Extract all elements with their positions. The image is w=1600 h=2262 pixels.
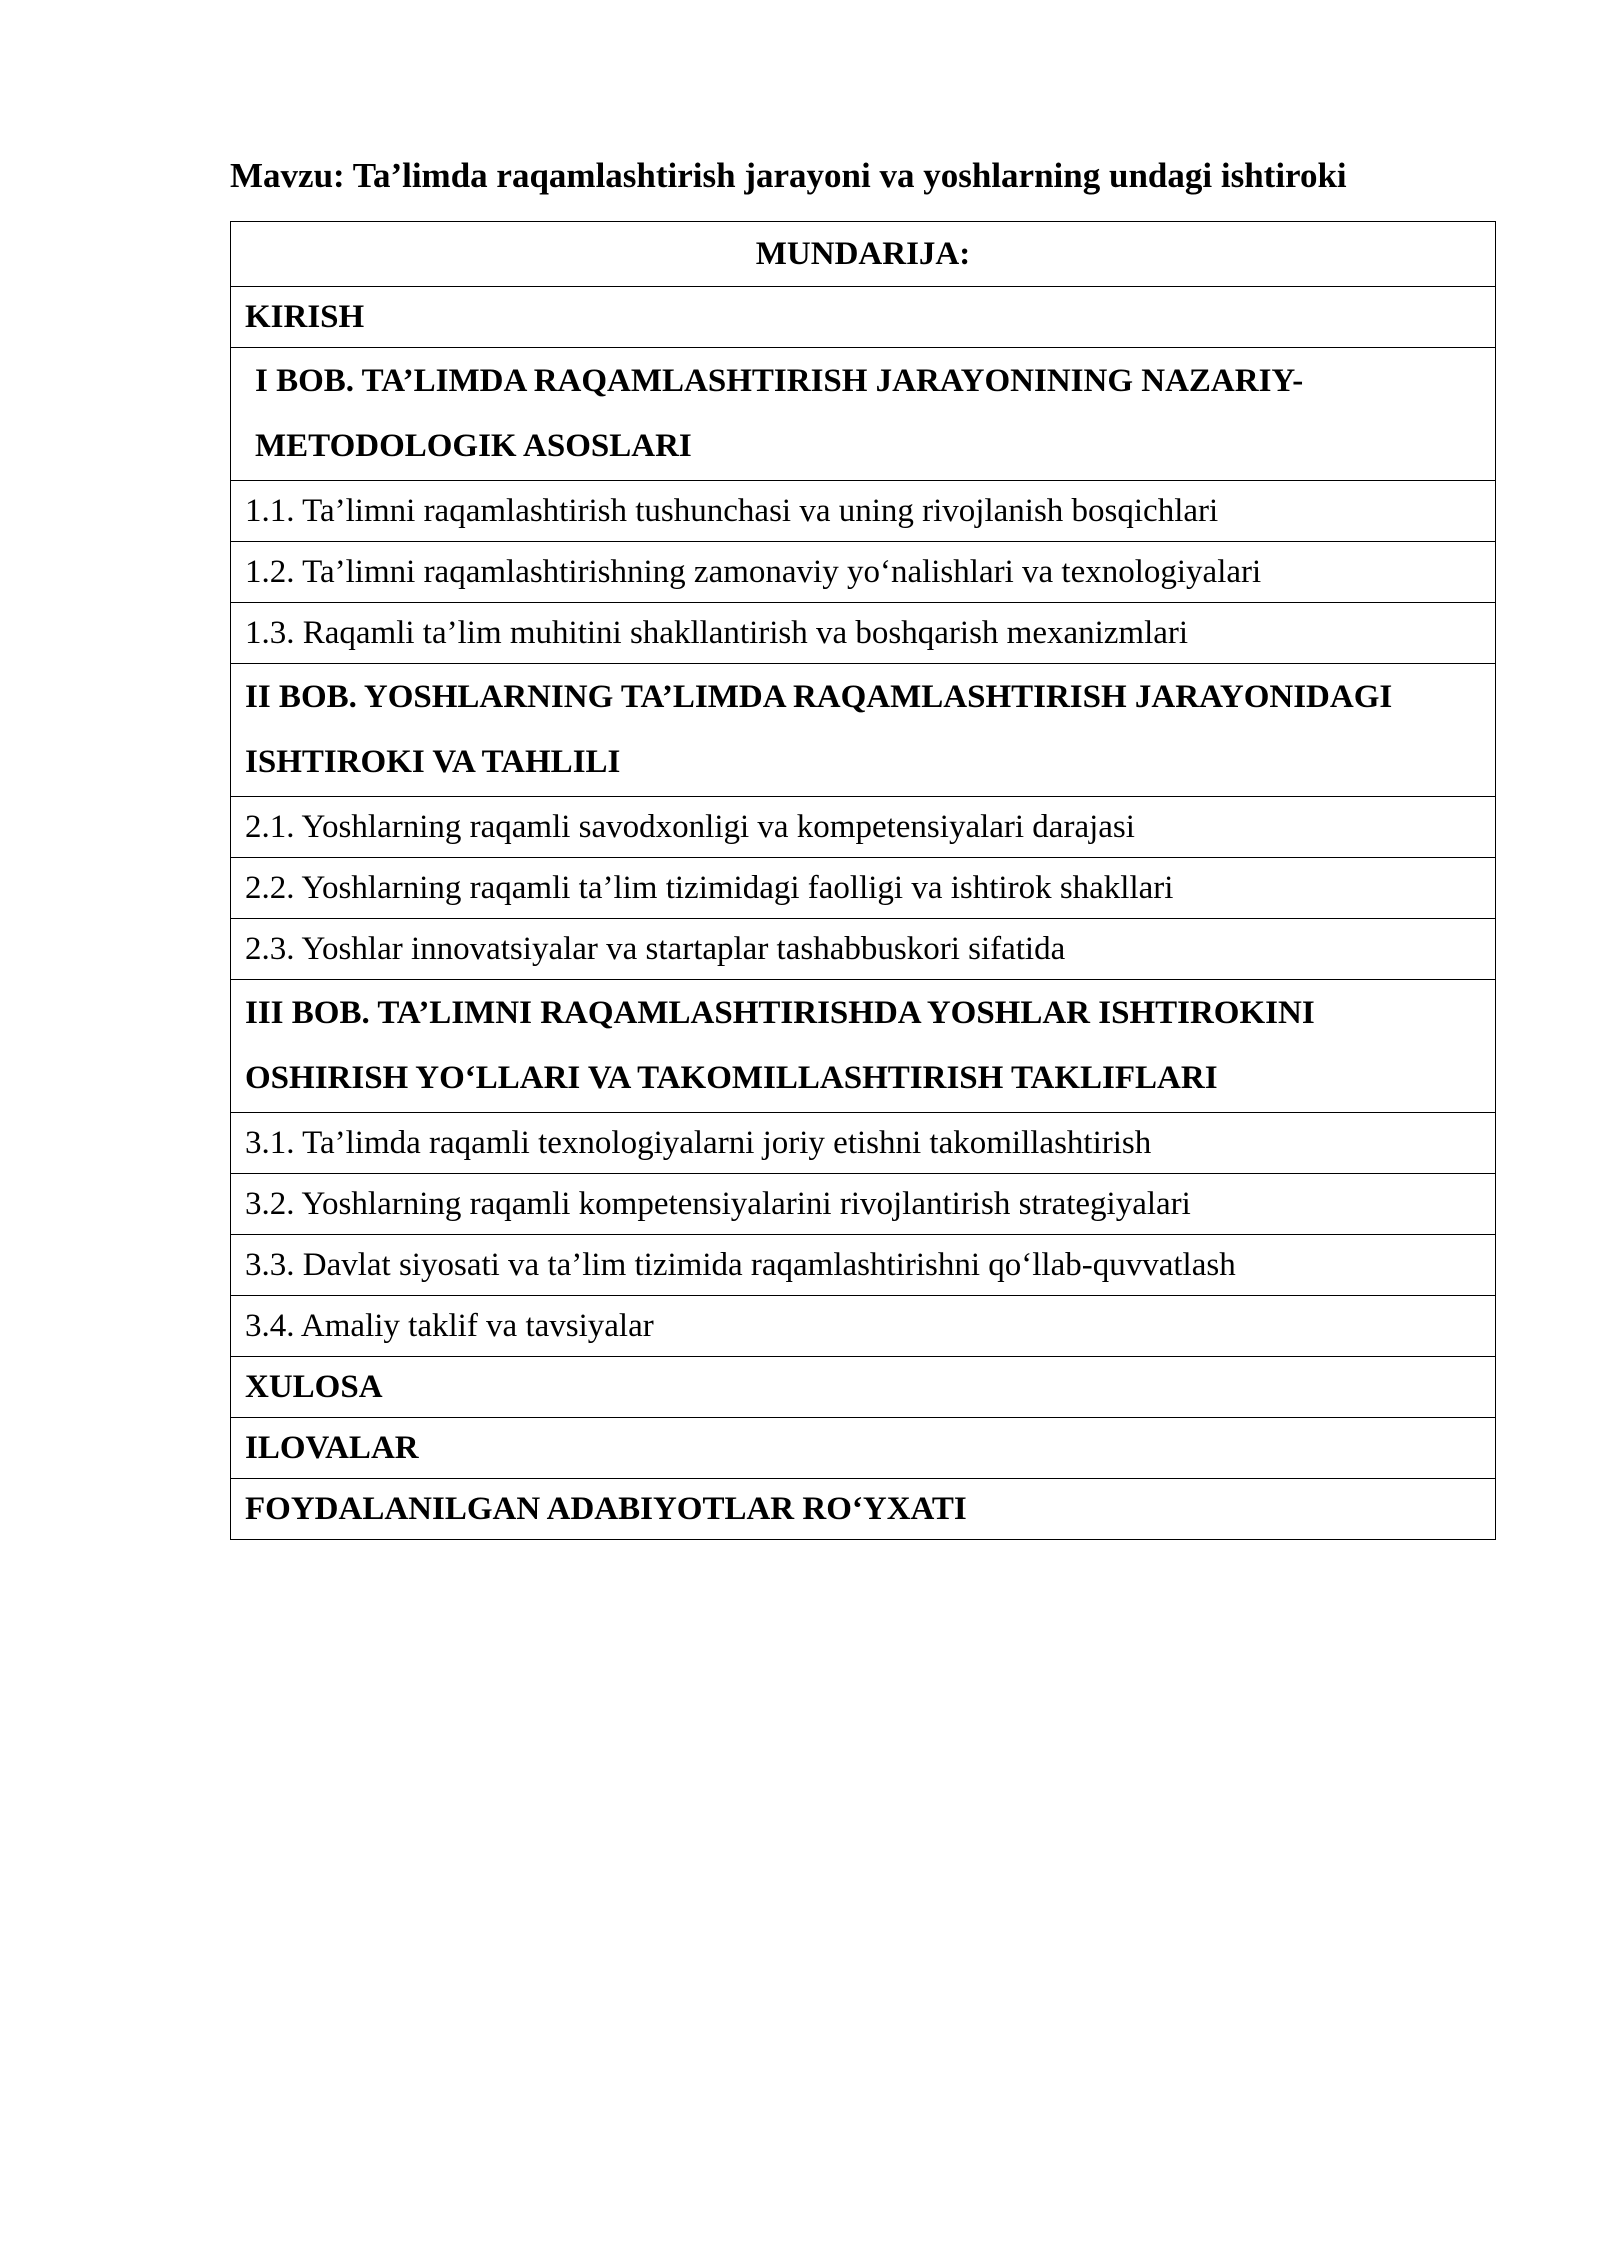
toc-row-section-3-3 (231, 1235, 1496, 1296)
toc-row-section-2-2 (231, 858, 1496, 919)
toc-row-appendices (231, 1418, 1496, 1479)
toc-entry-section-3-2: 3.2. Yoshlarning raqamli kompetensiyalarini rivojlantirish strategiyalari (231, 1174, 1496, 1235)
toc-entry-chapter-2: II BOB. YOSHLARNING TA’LIMDA RAQAMLASHTIRISH JARAYONIDAGI ISHTIROKI VA TAHLILI (231, 664, 1496, 797)
toc-row-section-1-2 (231, 542, 1496, 603)
toc-entry-kirish: KIRISH (231, 287, 1496, 348)
toc-row-section-3-4 (231, 1296, 1496, 1357)
toc-row-references (231, 1479, 1496, 1540)
toc-row-section-1-3 (231, 603, 1496, 664)
toc-entry-section-3-4: 3.4. Amaliy taklif va tavsiyalar (231, 1296, 1496, 1357)
toc-entry-chapter-3: III BOB. TA’LIMNI RAQAMLASHTIRISHDA YOSHLAR ISHTIROKINI OSHIRISH YO‘LLARI VA TAKOMILLASHTIRISH TAKLIFLARI (231, 980, 1496, 1113)
toc-entry-section-1-3: 1.3. Raqamli ta’lim muhitini shakllantirish va boshqarish mexanizmlari (231, 603, 1496, 664)
toc-row-intro (231, 287, 1496, 348)
toc-row-chapter-2 (231, 664, 1496, 797)
toc-heading-row (231, 222, 1496, 287)
toc-entry-section-2-2: 2.2. Yoshlarning raqamli ta’lim tizimidagi faolligi va ishtirok shakllari (231, 858, 1496, 919)
toc-row-section-2-3 (231, 919, 1496, 980)
toc-entry-ilovalar: ILOVALAR (231, 1418, 1496, 1479)
toc-row-section-3-1 (231, 1113, 1496, 1174)
toc-entry-section-3-1: 3.1. Ta’limda raqamli texnologiyalarni joriy etishni takomillashtirish (231, 1113, 1496, 1174)
toc-entry-xulosa: XULOSA (231, 1357, 1496, 1418)
toc-entry-chapter-1: I BOB. TA’LIMDA RAQAMLASHTIRISH JARAYONINING NAZARIY-METODOLOGIK ASOSLARI (231, 348, 1496, 481)
toc-row-section-2-1 (231, 797, 1496, 858)
toc-entry-section-1-1: 1.1. Ta’limni raqamlashtirish tushunchasi va uning rivojlanish bosqichlari (231, 481, 1496, 542)
toc-entry-section-2-3: 2.3. Yoshlar innovatsiyalar va startaplar tashabbuskori sifatida (231, 919, 1496, 980)
toc-entry-section-1-2: 1.2. Ta’limni raqamlashtirishning zamonaviy yo‘nalishlari va texnologiyalari (231, 542, 1496, 603)
toc-row-section-1-1 (231, 481, 1496, 542)
toc-row-conclusion (231, 1357, 1496, 1418)
toc-row-chapter-1 (231, 348, 1496, 481)
toc-row-chapter-3 (231, 980, 1496, 1113)
toc-entry-section-3-3: 3.3. Davlat siyosati va ta’lim tizimida raqamlashtirishni qo‘llab-quvvatlash (231, 1235, 1496, 1296)
toc-heading: MUNDARIJA: (231, 222, 1496, 287)
table-of-contents (230, 221, 1496, 1540)
document-title: Mavzu: Ta’limda raqamlashtirish jarayoni va yoshlarning undagi ishtiroki (230, 156, 1347, 195)
toc-row-section-3-2 (231, 1174, 1496, 1235)
toc-entry-references: FOYDALANILGAN ADABIYOTLAR RO‘YXATI (231, 1479, 1496, 1540)
toc-entry-section-2-1: 2.1. Yoshlarning raqamli savodxonligi va kompetensiyalari darajasi (231, 797, 1496, 858)
